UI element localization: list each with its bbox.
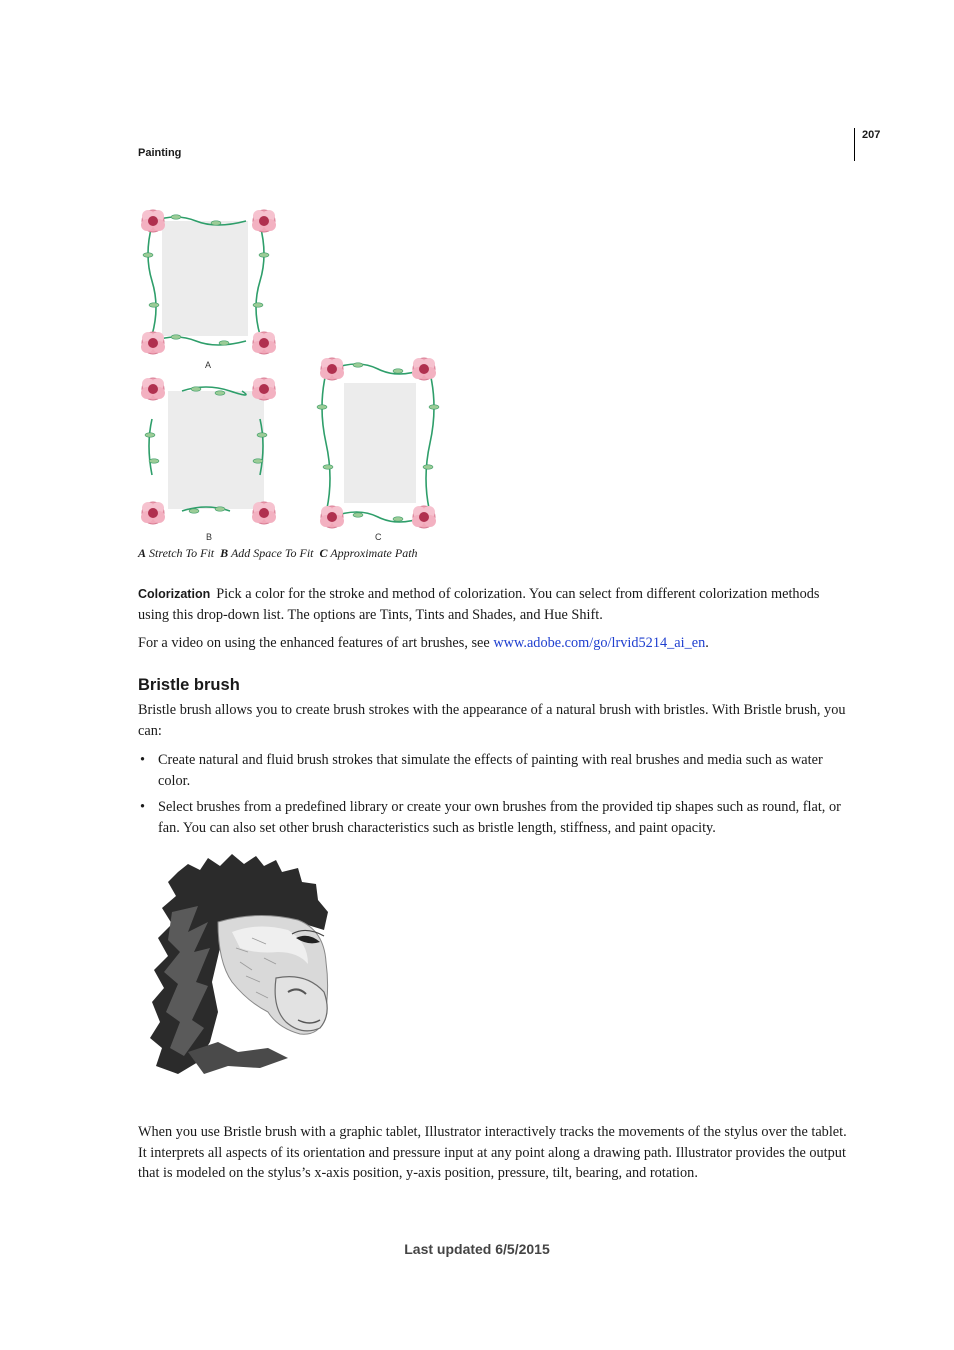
figure-caption [138,546,418,561]
panel-label-c: C [375,532,382,542]
caption-key-a: A [138,546,147,560]
running-header: Painting [138,147,182,159]
caption-key-b: B [220,546,229,560]
frame-b [141,378,276,524]
caption-text-c: Approximate Path [330,546,418,560]
frame-a [141,210,276,354]
header-rule [854,128,855,161]
page-number: 207 [862,129,881,141]
colorization-paragraph [138,584,850,625]
panel-label-b: B [206,532,213,542]
list-item [138,797,850,838]
caption-text-b: Add Space To Fit [230,546,314,560]
list-item [138,750,850,791]
bullet-dot: • [140,799,146,815]
bullet-text: Create natural and fluid brush strokes that simulate the effects of painting with real brushes and media such as water color. [158,752,823,789]
caption-text-a: Stretch To Fit [149,546,215,560]
colorization-text: Pick a color for the stroke and method of colorization. You can select from different colorization methods using this drop-down list. The options are Tints, Tints and Shades, and Hue Shift. [138,586,820,623]
section-heading: Bristle brush [138,676,240,694]
video-suffix: . [705,635,709,651]
floral-frames-figure [136,205,446,540]
bristle-intro: Bristle brush allows you to create brush strokes with the appearance of a natural brush with bristles. With Bristle brush, you can: [138,702,846,739]
bullet-dot: • [140,752,146,768]
video-link[interactable]: www.adobe.com/go/lrvid5214_ai_en [493,635,706,651]
frame-c [317,358,439,528]
tablet-paragraph: When you use Bristle brush with a graphic tablet, Illustrator interactively tracks the movements of the stylus over the tablet. It interprets all aspects of its orientation and pressure input at any point along a drawing path. Illustrator provides the output that is modeled on the stylus’s x-axis position, y-axis position, pressure, tilt, bearing, and rotation. [138,1124,847,1181]
colorization-term: Colorization [138,587,211,601]
panel-label-a: A [205,360,212,370]
footer-last-updated: Last updated 6/5/2015 [404,1241,550,1257]
video-paragraph [138,633,850,654]
caption-key-c: C [319,546,328,560]
video-prefix: For a video on using the enhanced features of art brushes, see [138,635,494,651]
bristle-camel-illustration [148,852,343,1080]
bullet-text: Select brushes from a predefined library or create your own brushes from the provided tip shapes such as round, flat, or fan. You can also set other brush characteristics such as bristle length, stiffness, and paint opacity. [158,799,841,836]
